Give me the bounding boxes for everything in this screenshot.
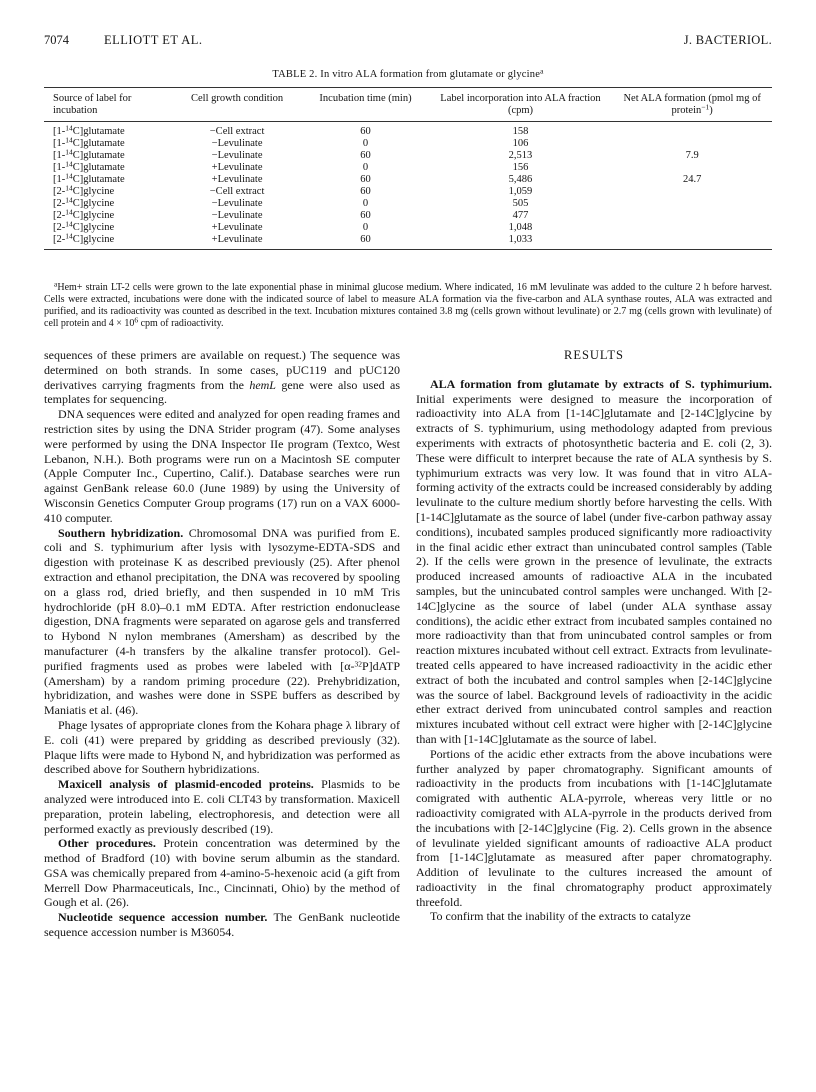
table-row: [2-$^{14}$C]glycine +Levulinate 0 1,048 bbox=[53, 219, 533, 233]
table-row: [2-$^{14}$C]glycine −Cell extract 60 1,059 bbox=[53, 183, 533, 197]
page-number: 7074 bbox=[44, 33, 69, 47]
running-header bbox=[44, 33, 772, 49]
running-authors: ELLIOTT ET AL. bbox=[104, 33, 203, 47]
section-heading: ALA formation from glutamate by extracts of S. typhimurium. bbox=[430, 376, 772, 391]
paragraph: ALA formation from glutamate by extracts of S. typhimurium. Initial experiments were designed to measure the incorporation of radioactivity into ALA from [1-14C]glutamate and [2-14C]glycine by extracts of S. typhimurium, using methodology adapted from previous experiments with extracts of photosynthetic bacteria and E. coli (2, 3). These were difficult to interpret because the rate of ALA synthesis by S. typhimurium extracts was very low. It was found that in vitro ALA-forming activity of the extracts could be increased considerably by adding levulinate to the culture medium shortly before harvesting the cells. With [1-14C]glutamate as the source of label (under five-carbon pathway assay conditions), incubated samples produced significantly more radioactivity in the final acidic ether extract than unincubated control samples (Table 2). If the cells were grown in the presence of levulinate, the extracts produced increased amounts of radioactive ALA in the incubated samples, but the unincubated control samples were unchanged. With [2-14C]glycine as the source of label (under ALA synthase assay conditions), the acidic ether extract from incubated samples contained no more radioactivity than that from unincubated control samples or from reaction mixtures incubated without cell extract. Extracts from levulinate-treated cells appeared to have increased radioactivity in the acidic ether extract of both the incubated and control samples when [2-14C]glycine was the source of label. Background levels of radioactivity in the acidic ether extract derived from unincubated control samples and reaction mixtures incubated without cell extract were higher with [2-14C]glycine than with [1-14C]glutamate as the source of label. bbox=[416, 376, 772, 746]
table-row: [1-$^{14}$C]glutamate −Levulinate 60 2,513 7.9 bbox=[53, 147, 699, 161]
table-row: [1-$^{14}$C]glutamate −Cell extract 60 158 bbox=[53, 123, 529, 137]
section-heading: Maxicell analysis of plasmid-encoded proteins. bbox=[58, 777, 314, 792]
table-row: [1-$^{14}$C]glutamate +Levulinate 0 156 bbox=[53, 159, 529, 173]
section-heading: Other procedures. bbox=[58, 836, 156, 851]
paragraph: sequences of these primers are available on request.) The sequence was determined on both strands. In some cases, pUC119 and pUC120 derivatives carrying fragments from the hemL gene were also used as templates for sequencing. bbox=[44, 348, 400, 407]
table-row: [1-$^{14}$C]glutamate +Levulinate 60 5,486 24.7 bbox=[53, 171, 702, 185]
paragraph: To confirm that the inability of the extracts to catalyze bbox=[430, 909, 691, 924]
data-table bbox=[44, 87, 772, 250]
table-row: [2-$^{14}$C]glycine −Levulinate 60 477 bbox=[53, 207, 529, 221]
left-column bbox=[44, 348, 400, 940]
section-heading: Southern hybridization. bbox=[58, 525, 184, 540]
col-header-condition: Cell growth condition bbox=[172, 90, 302, 122]
col-header-source: Source of label for incubation bbox=[44, 90, 172, 122]
section-heading: Nucleotide sequence accession number. bbox=[58, 910, 268, 925]
paragraph: Maxicell analysis of plasmid-encoded proteins. Plasmids to be analyzed were introduced into E. coli CLT43 by transformation. Maxicell preparation, protein labeling, electrophoresis, and detection were all performed exactly as previously described (19). bbox=[44, 777, 400, 836]
table-row: [1-$^{14}$C]glutamate −Levulinate 0 106 bbox=[53, 135, 529, 149]
table-row: [2-$^{14}$C]glycine +Levulinate 60 1,033 bbox=[53, 231, 533, 245]
col-header-time: Incubation time (min) bbox=[302, 90, 428, 122]
paragraph: Phage lysates of appropriate clones from the Kohara phage λ library of E. coli (41) were prepared by gridding as described previously (32). Plaque lifts were made to Hybond N, and hybridization was performed as described above for Southern hybridizations. bbox=[44, 717, 400, 777]
journal-name: J. BACTERIOL. bbox=[683, 33, 772, 47]
table-footnote: $^a$Hem+ strain LT-2 cells were grown to the late exponential phase in minimal glucose medium. Where indicated, 16 mM levulinate was added to the culture 2 h before harvest. Cells were extracted, incubations were done with the indicated source of label to measure ALA formation via the five-carbon and ALA synthase routes, ALA was extracted and purified, and its radioactivity was counted as described in the text. Incubation mixtures contained 3.8 mg (cells grown without levulinate) or 2.7 mg (cells grown with levulinate) of cell protein and $4 \times 10^6$ cpm of radioactivity. bbox=[44, 279, 772, 329]
table-row: [2-$^{14}$C]glycine −Levulinate 0 505 bbox=[53, 195, 529, 209]
table-header-row bbox=[44, 90, 772, 122]
paragraph: Southern hybridization. Chromosomal DNA was purified from E. coli and S. typhimurium after lysis with lysozyme-EDTA-SDS and digestion with proteinase K as described previously (25). After phenol extraction and ethanol precipitation, the DNA was recovered by spooling on a glass rod, dried briefly, and then suspended in 10 mM Tris hydrochloride (pH 8.0)–0.1 mM EDTA. After restriction endonuclease digestion, DNA fragments were separated on agarose gels and transferred to Hybond N nylon membranes (Amersham) as described by the manufacturer (4-h transfers by the alkaline transfer protocol). Gel-purified fragments used as probes were labeled with [α-$^{32}$P]dATP (Amersham) by a random priming procedure (22). Prehybridization, hybridization, and washes were done in SSPE buffers as described by Maniatis et al. (46). bbox=[44, 525, 400, 718]
right-column bbox=[416, 348, 772, 924]
paragraph: Portions of the acidic ether extracts from the above incubations were further analyzed by paper chromatography. Significant amounts of radioactivity in the products from incubations with [1-14C]glutamate comigrated with authentic ALA-pyrrole, whereas very little or no radioactivity comigrated with ALA-pyrrole in the products derived from the incubations with [2-14C]glycine (Fig. 2). Cells grown in the absence of levulinate yielded significant amounts of radioactive ALA product from [1-14C]glutamate as measured after paper chromatography. Addition of levulinate to the cultures increased the amount of radioactivity in the final chromatography product approximately threefold. bbox=[416, 746, 772, 909]
col-header-net: Net ALA formation (pmol mg of protein$^{-1}$) bbox=[612, 90, 772, 122]
results-heading: RESULTS bbox=[563, 348, 625, 362]
paragraph: DNA sequences were edited and analyzed for open reading frames and restriction sites by using the DNA Strider program (47). Some analyses were performed by using the DNA Inspector IIe program (Textco, West Lebanon, N.H.). Both programs were run on a Macintosh SE computer (Apple Computer Inc., Cupertino, Calif.). Database searches were run against GenBank release 60.0 (June 1989) by using the University of Wisconsin Genetics Computer Group programs (17) run on a VAX 6000-410 computer. bbox=[44, 407, 400, 525]
paragraph: Other procedures. Protein concentration was determined by the method of Bradford (10) with bovine serum albumin as the standard. GSA was chemically prepared from 4-amino-5-hexenoic acid (a gift from Merrell Dow Pharmaceuticals, Inc., Cincinnati, Ohio) by the method of Gough et al. (26). bbox=[44, 836, 401, 910]
table-caption: TABLE 2. In vitro ALA formation from glutamate or glycine$^a$ bbox=[272, 66, 544, 80]
paragraph: Nucleotide sequence accession number. The GenBank nucleotide sequence accession number is M36054. bbox=[44, 910, 401, 940]
col-header-label: Label incorporation into ALA fraction (cpm) bbox=[429, 90, 613, 122]
